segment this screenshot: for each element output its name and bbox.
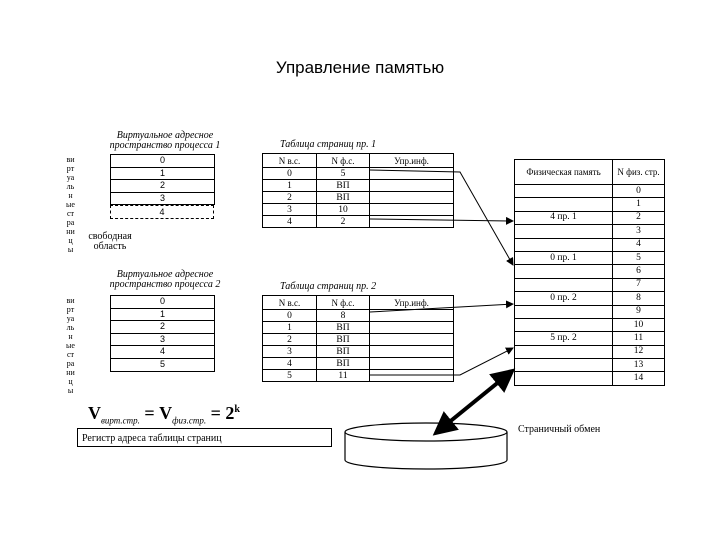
virtual-page-cell: 1 bbox=[111, 308, 214, 321]
virtual-page-cell: 4 bbox=[111, 345, 214, 358]
table-header-cell: Упр.инф. bbox=[370, 154, 454, 168]
process1-virtual-caption: Виртуальное адресное пространство процесса 1 bbox=[109, 130, 221, 151]
table-cell: 10 bbox=[317, 204, 370, 216]
table-cell: 1 bbox=[263, 322, 317, 334]
table-cell: ВП bbox=[317, 334, 370, 346]
virtual-page-cell: 3 bbox=[111, 333, 214, 346]
physical-page-number: 0 bbox=[613, 185, 665, 198]
physical-page-number: 13 bbox=[613, 359, 665, 372]
table-header-cell: Упр.инф. bbox=[370, 296, 454, 310]
table-cell: 4 bbox=[263, 216, 317, 228]
virtual-page-cell: 3 bbox=[111, 192, 214, 206]
process1-table-caption: Таблица страниц пр. 1 bbox=[280, 139, 377, 150]
table-cell: 3 bbox=[263, 204, 317, 216]
physical-page-number: 7 bbox=[613, 278, 665, 291]
physical-page-number: 1 bbox=[613, 198, 665, 211]
table-cell: 3 bbox=[263, 346, 317, 358]
process1-free-page: 4 bbox=[110, 205, 214, 219]
process1-free-label: свободная область bbox=[88, 231, 132, 252]
table-header-cell: N в.с. bbox=[263, 296, 317, 310]
process2-table-caption: Таблица страниц пр. 2 bbox=[280, 281, 377, 292]
virtual-page-cell: 0 bbox=[111, 154, 214, 167]
physical-page-number: 8 bbox=[613, 292, 665, 305]
physical-page-number: 4 bbox=[613, 238, 665, 251]
table-cell: 0 bbox=[263, 310, 317, 322]
table-header-cell: N ф.с. bbox=[317, 154, 370, 168]
table-cell: 1 bbox=[263, 180, 317, 192]
physical-page-number: 9 bbox=[613, 305, 665, 318]
table-header-cell: N в.с. bbox=[263, 154, 317, 168]
process2-vertical-label: виртуальные страницы bbox=[66, 296, 75, 395]
virtual-page-cell: 2 bbox=[111, 320, 214, 333]
physical-page-content: 4 пр. 1 bbox=[515, 211, 613, 224]
virtual-page-cell: 2 bbox=[111, 179, 214, 192]
physical-page-content: 0 пр. 1 bbox=[515, 251, 613, 264]
table-cell: ВП bbox=[317, 192, 370, 204]
table-cell: 8 bbox=[317, 310, 370, 322]
table-cell: 2 bbox=[263, 192, 317, 204]
table-cell: 2 bbox=[263, 334, 317, 346]
physical-page-number: 6 bbox=[613, 265, 665, 278]
physical-page-content: 5 пр. 2 bbox=[515, 332, 613, 345]
physical-page-number: 14 bbox=[613, 372, 665, 385]
arrow-p2-page5 bbox=[370, 348, 513, 375]
physical-page-number: 11 bbox=[613, 332, 665, 345]
physical-page-number: 12 bbox=[613, 345, 665, 358]
table-cell: 2 bbox=[317, 216, 370, 228]
table-cell: 11 bbox=[317, 370, 370, 382]
physical-page-number: 10 bbox=[613, 318, 665, 331]
virtual-page-cell: 0 bbox=[111, 295, 214, 308]
disk-icon bbox=[345, 423, 507, 469]
virtual-page-cell: 1 bbox=[111, 167, 214, 180]
physical-header-cell: N физ. стр. bbox=[613, 160, 665, 185]
page-title: Управление памятью bbox=[275, 58, 445, 77]
page-size-formula: $V_{вирт.стр.} = V_{физ.стр.} = 2^k$ bbox=[88, 403, 240, 426]
table-cell: ВП bbox=[317, 180, 370, 192]
exchange-arrow bbox=[442, 376, 506, 428]
table-cell: 5 bbox=[317, 168, 370, 180]
table-cell: 4 bbox=[263, 358, 317, 370]
table-cell: 0 bbox=[263, 168, 317, 180]
table-cell: 5 bbox=[263, 370, 317, 382]
physical-page-number: 2 bbox=[613, 211, 665, 224]
arrow-p1-page4 bbox=[370, 219, 513, 221]
physical-page-number: 5 bbox=[613, 251, 665, 264]
table-cell: ВП bbox=[317, 358, 370, 370]
table-cell: ВП bbox=[317, 322, 370, 334]
physical-header-cell: Физическая память bbox=[515, 160, 613, 185]
process1-vertical-label: виртуальные страницы bbox=[66, 155, 75, 254]
virtual-page-cell: 5 bbox=[111, 358, 214, 372]
page-exchange-label: Страничный обмен bbox=[518, 424, 601, 435]
process2-virtual-caption: Виртуальное адресное пространство процесса 2 bbox=[109, 269, 221, 290]
arrow-p2-page0 bbox=[370, 304, 513, 312]
physical-page-number: 3 bbox=[613, 225, 665, 238]
table-cell: ВП bbox=[317, 346, 370, 358]
arrow-p1-page0 bbox=[370, 170, 513, 265]
page-table-register: Регистр адреса таблицы страниц bbox=[77, 428, 332, 447]
physical-page-content: 0 пр. 2 bbox=[515, 292, 613, 305]
table-header-cell: N ф.с. bbox=[317, 296, 370, 310]
